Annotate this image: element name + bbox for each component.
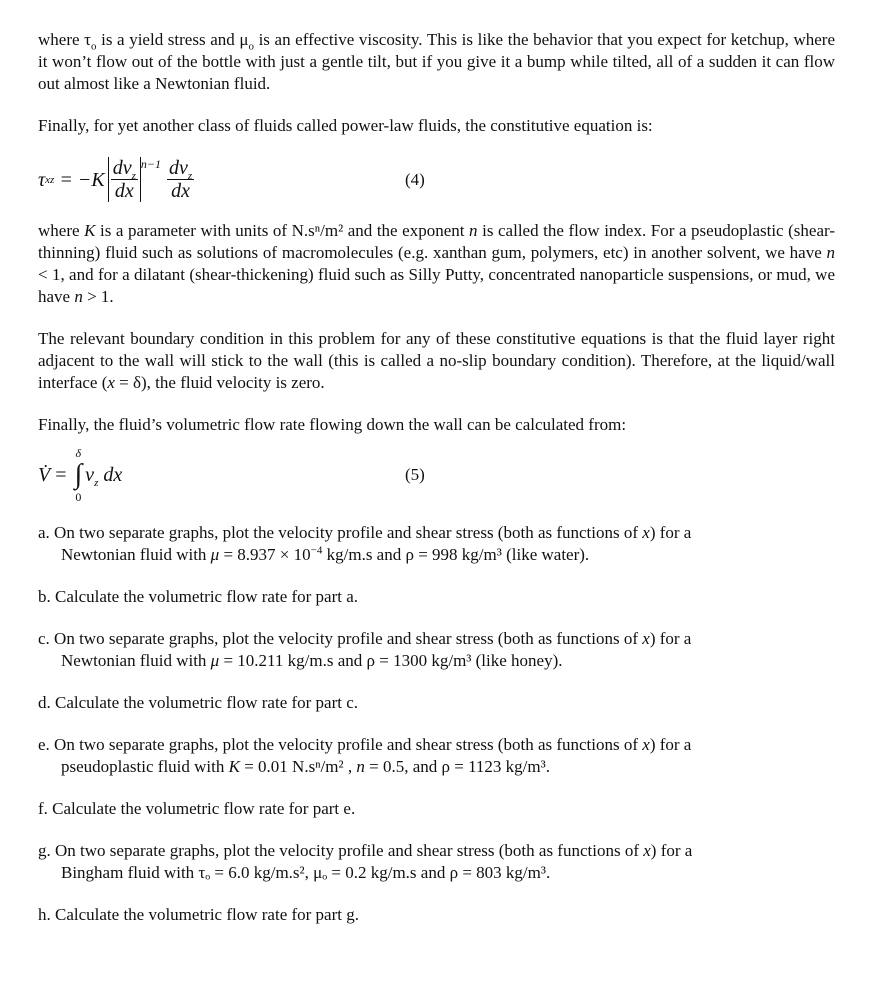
text: c. On two separate graphs, plot the velocity profile and shear stress (both as functions of — [38, 629, 643, 648]
text: x — [642, 735, 650, 754]
text: = δ), the fluid velocity is zero. — [114, 373, 325, 392]
equation-5 — [38, 446, 835, 504]
text: K — [84, 221, 96, 240]
text: ) for a — [649, 629, 692, 648]
text: is called the flow index. For a pseudoplastic (shear-thinning) fluid such as solutions of macromolecules (e.g. xanthan gum, polymers, etc) in another solvent, we have — [38, 221, 836, 262]
list-item-g — [38, 840, 835, 884]
text: = −K — [54, 168, 105, 191]
text: dx — [171, 180, 190, 202]
text: ) for a — [649, 735, 692, 754]
text: x — [642, 523, 650, 542]
text: where — [38, 221, 85, 240]
text: Newtonian fluid with — [61, 545, 211, 564]
text: g. On two separate graphs, plot the velocity profile and shear stress (both as functions of — [38, 841, 644, 860]
paragraph-boundary-condition — [38, 328, 835, 394]
list-item-a — [38, 522, 835, 566]
text: a. On two separate graphs, plot the velocity profile and shear stress (both as functions of — [38, 523, 643, 542]
integral — [75, 446, 83, 504]
absolute-value-bars — [108, 157, 141, 202]
text: where τ — [38, 30, 91, 49]
text: n — [826, 243, 835, 262]
list-item-h: h. Calculate the volumetric flow rate for part g. — [38, 905, 359, 924]
text: −4 — [310, 544, 323, 557]
text: z — [94, 477, 99, 489]
paragraph-bingham-description — [38, 29, 835, 95]
equation-number-5: (5) — [405, 465, 425, 484]
text: dx — [114, 180, 134, 202]
text: z — [187, 170, 193, 182]
text: = 0.01 N.sⁿ/m² , — [239, 757, 357, 776]
text: Bingham fluid with τₒ = 6.0 kg/m.s², μₒ = 0.2 kg/m.s and ρ = 803 kg/m³. — [61, 863, 551, 882]
text: z — [131, 170, 136, 182]
text: x — [642, 629, 650, 648]
text: < 1, and for a dilatant (shear-thickening) fluid such as Silly Putty, concentrated nanoparticle suspensions, or mud, we have — [38, 265, 835, 306]
text: K — [228, 757, 240, 776]
text: 0 — [75, 490, 82, 504]
text: dv — [112, 157, 132, 179]
text: = 8.937 × 10 — [219, 545, 311, 564]
text: δ — [75, 446, 82, 460]
text: V̇ — [38, 464, 51, 486]
text: The relevant boundary condition in this problem for any of these constitutive equations is that the fluid layer right adjacent to the wall will stick to the wall (this is called a no-slip boundary condition). Therefore, at the liquid/wall interface ( — [38, 329, 835, 392]
text: τ — [38, 168, 46, 191]
text: n — [469, 221, 478, 240]
list-item-e — [38, 734, 835, 778]
text: μ — [210, 651, 220, 670]
text: is a parameter with units of N.sⁿ/m² and the exponent — [95, 221, 470, 240]
text: is an effective viscosity. This is like the behavior that you expect for ketchup, where it won’t flow out of the bottle with just a gentle tilt, but if you give it a bump while tilted, all of a sudden it can flow out almost like a Newtonian fluid. — [38, 30, 835, 93]
list-item-c — [38, 628, 835, 672]
text: μ — [210, 545, 220, 564]
equation-number-4: (4) — [405, 169, 425, 189]
text: ) for a — [649, 523, 692, 542]
list-item-f: f. Calculate the volumetric flow rate for part e. — [38, 799, 356, 818]
text: = — [50, 464, 72, 486]
text: = 10.211 kg/m.s and ρ = 1300 kg/m³ (like honey). — [219, 651, 563, 670]
text: > 1. — [82, 287, 114, 306]
paragraph-flow-rate-intro: Finally, the fluid’s volumetric flow rate flowing down the wall can be calculated from: — [38, 415, 627, 434]
text: Newtonian fluid with — [61, 651, 211, 670]
paragraph-power-law-intro: Finally, for yet another class of fluids called power-law fluids, the constitutive equation is: — [38, 116, 653, 135]
text: dx — [98, 464, 123, 486]
text: dv — [168, 157, 188, 179]
integral-sign: ∫ — [74, 459, 83, 490]
list-item-d: d. Calculate the volumetric flow rate for part c. — [38, 693, 359, 712]
text: n — [74, 287, 83, 306]
paragraph-power-law-parameters — [38, 220, 835, 308]
text: o — [248, 40, 254, 53]
text: pseudoplastic fluid with — [61, 757, 229, 776]
text: ) for a — [650, 841, 693, 860]
text: = 0.5, and ρ = 1123 kg/m³. — [364, 757, 550, 776]
text: x — [107, 373, 115, 392]
text: v — [85, 464, 95, 486]
text: is a yield stress and μ — [96, 30, 249, 49]
text: n — [356, 757, 365, 776]
text: o — [90, 40, 97, 53]
text: x — [643, 841, 651, 860]
text: kg/m.s and ρ = 998 kg/m³ (like water). — [322, 545, 590, 564]
list-item-b: b. Calculate the volumetric flow rate for part a. — [38, 587, 359, 606]
equation-4: τ xz = −K $\frac{dv_z}{dx}$ n−1 $\frac{dv_z}{dx}$ (4) — [38, 157, 425, 202]
text: n−1 — [140, 157, 161, 171]
text: e. On two separate graphs, plot the velocity profile and shear stress (both as functions of — [38, 735, 643, 754]
